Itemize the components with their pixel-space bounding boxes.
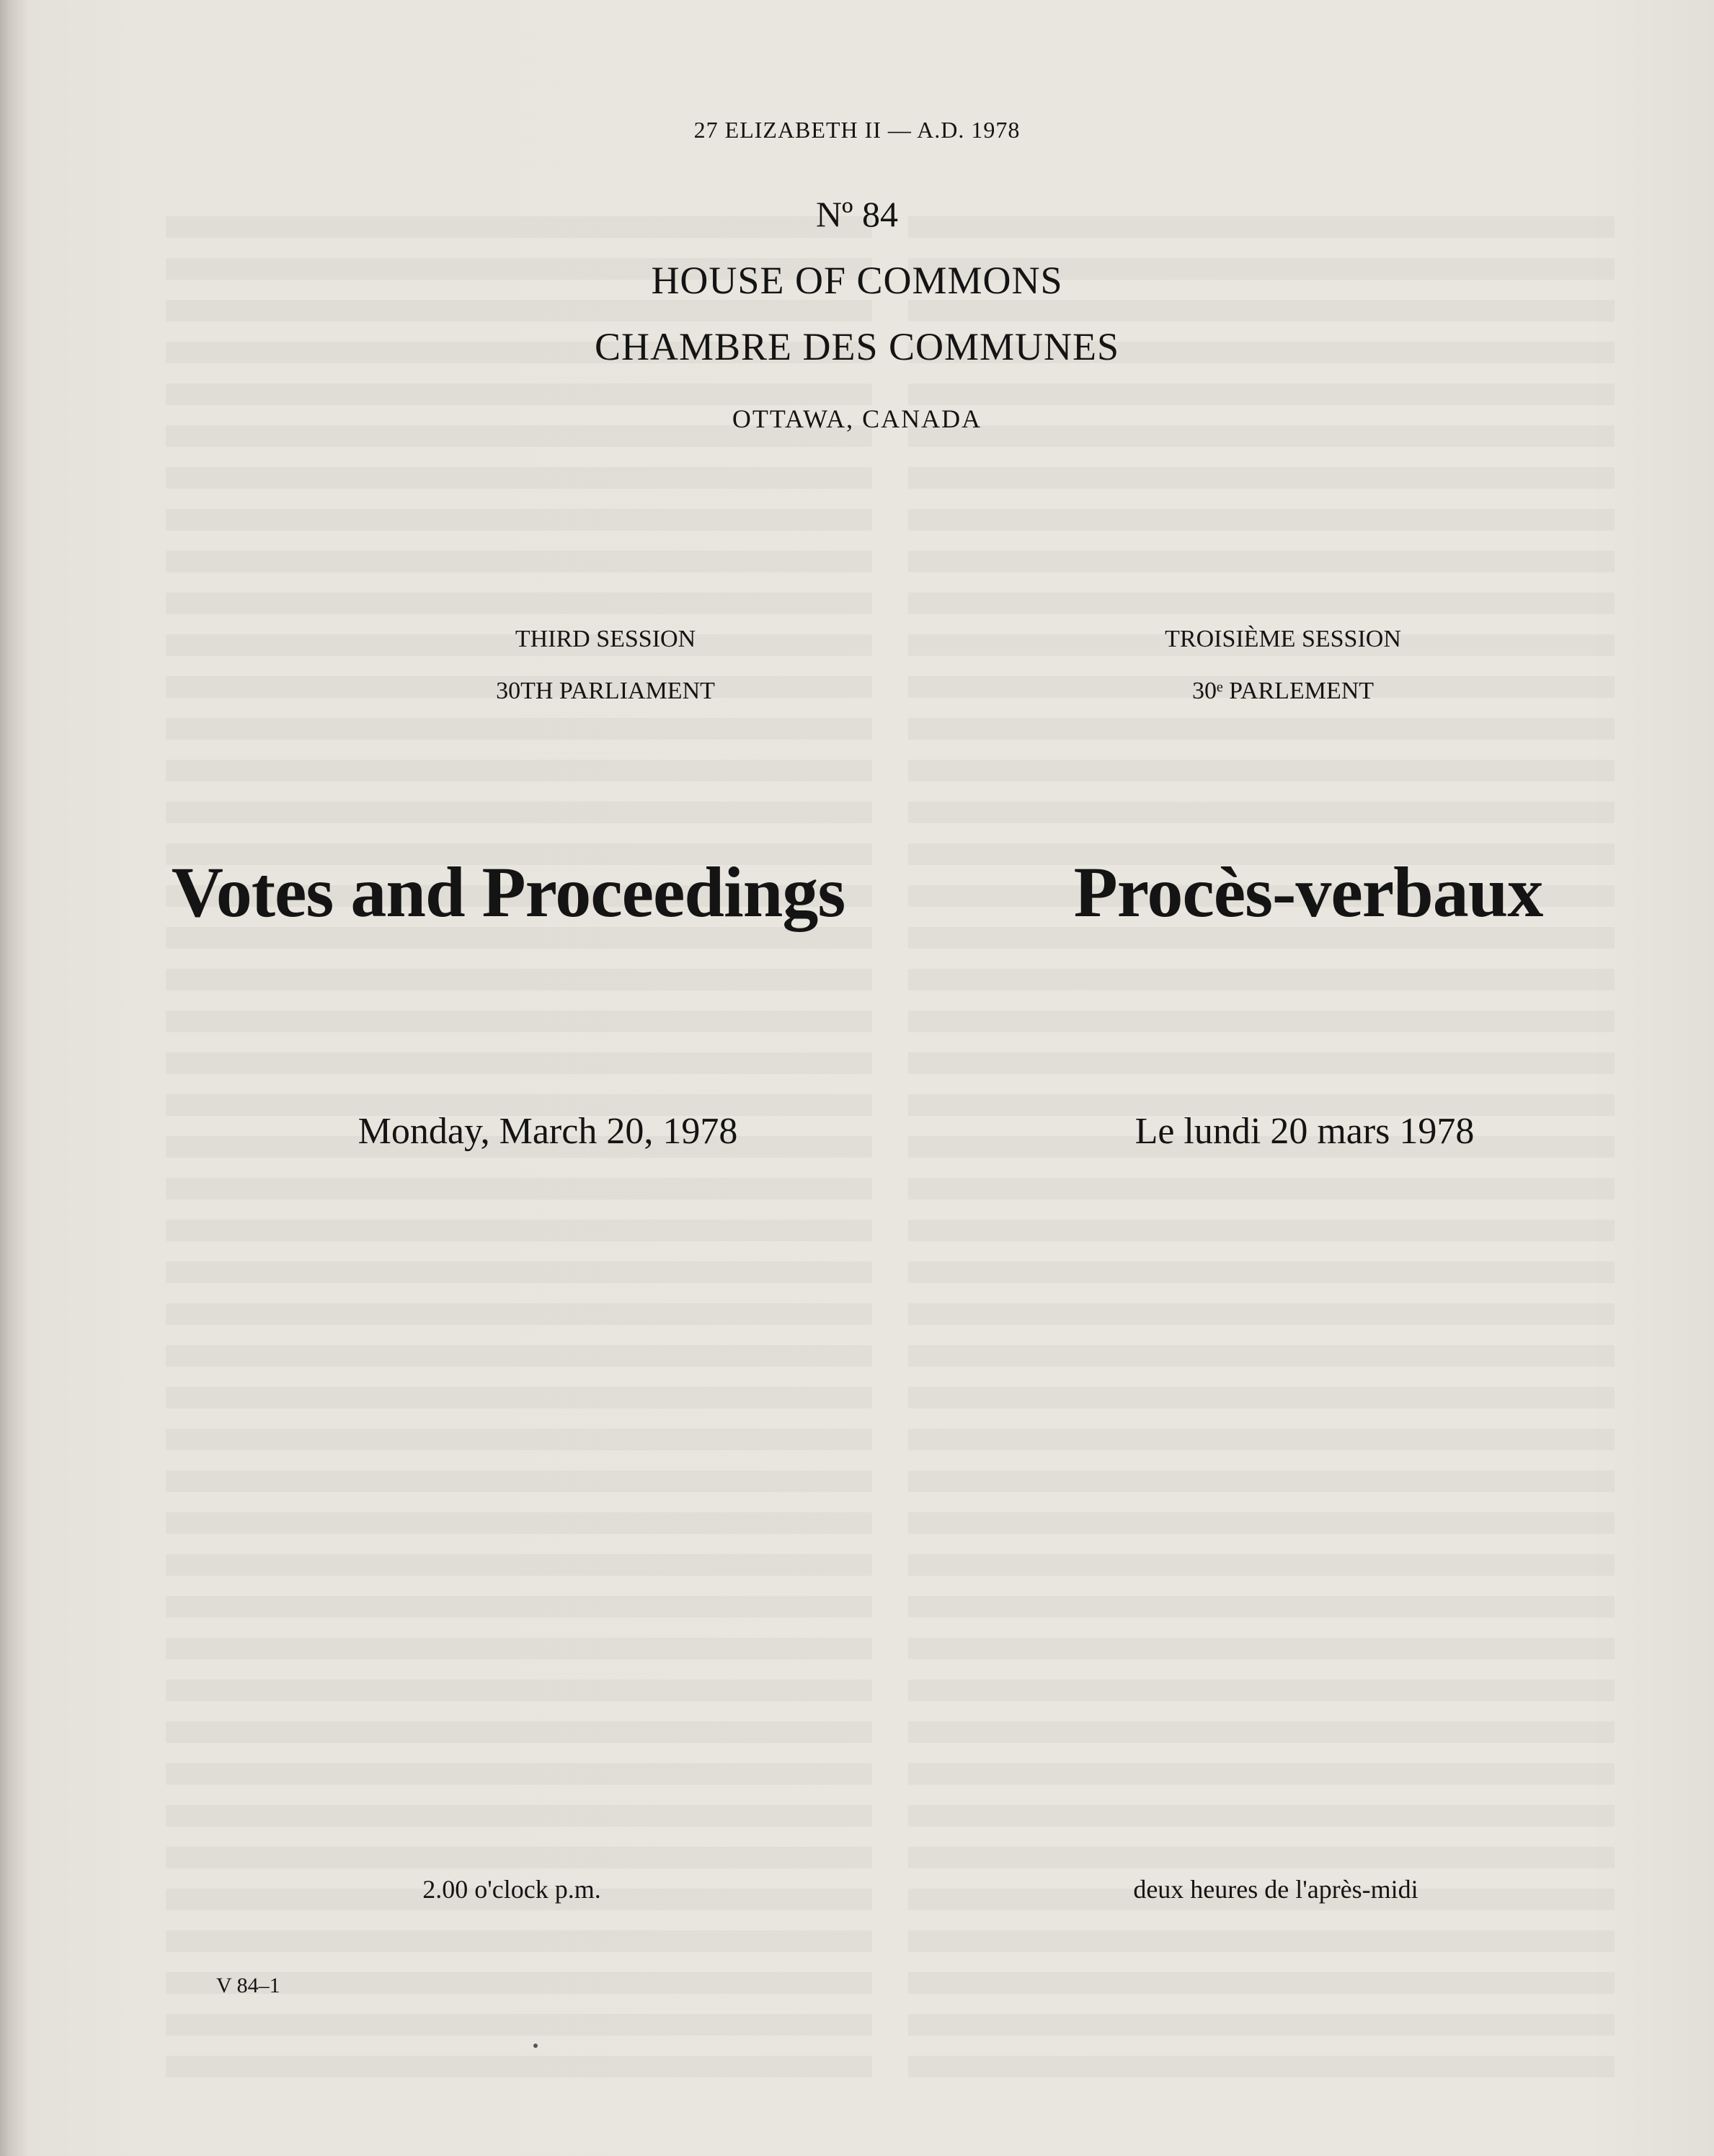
regnal-date: 27 ELIZABETH II — A.D. 1978: [693, 117, 1021, 143]
sitting-time-fr: deux heures de l'après-midi: [1133, 1875, 1418, 1904]
issue-number: Nº 84: [815, 194, 899, 234]
parliament-fr: 30ᵉ PARLEMENT: [1191, 678, 1375, 704]
institution-name-en: HOUSE OF COMMONS: [651, 259, 1063, 302]
title-fr: Procès-verbaux: [1073, 852, 1543, 932]
title-en: Votes and Proceedings: [171, 852, 845, 932]
page-code: V 84–1: [216, 1974, 280, 1997]
sitting-date-fr: Le lundi 20 mars 1978: [1134, 1111, 1475, 1152]
sitting-time-en: 2.00 o'clock p.m.: [422, 1875, 601, 1904]
bleed-through-right: [908, 216, 1615, 2090]
session-fr: TROISIÈME SESSION: [1165, 626, 1401, 652]
institution-name-fr: CHAMBRE DES COMMUNES: [594, 325, 1120, 368]
session-en: THIRD SESSION: [515, 626, 696, 652]
city-line: OTTAWA, CANADA: [732, 404, 982, 433]
bleed-through-left: [166, 216, 872, 2090]
parliament-en: 30TH PARLIAMENT: [496, 678, 715, 704]
sitting-date-en: Monday, March 20, 1978: [358, 1111, 738, 1152]
ink-speck: [533, 2044, 538, 2048]
